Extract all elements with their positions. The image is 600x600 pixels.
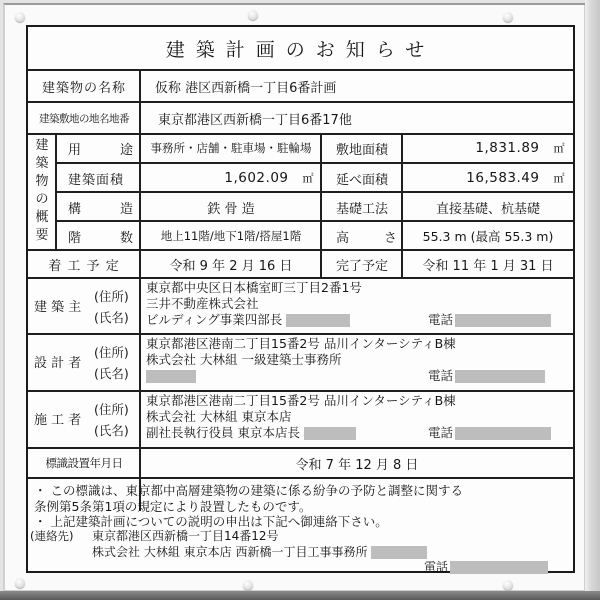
board-frame-bottom xyxy=(0,591,600,600)
screw-icon xyxy=(503,12,513,22)
owner-role-label: 建 築 主 xyxy=(34,300,82,315)
total-floor-area-value: 16,583.49 ㎡ xyxy=(466,170,565,186)
building-name-value: 仮称 港区西新橋一丁目6番計画 xyxy=(155,80,337,96)
sign-date-label: 標識設置年月日 xyxy=(45,456,123,470)
completion-date-label: 完了予定 xyxy=(335,259,388,274)
notice-title: 建築計画のお知らせ xyxy=(165,39,436,61)
foundation-value: 直接基礎、杭基礎 xyxy=(435,201,540,217)
site-area-value: 1,831.89 ㎡ xyxy=(475,140,565,156)
site-area-label: 敷地面積 xyxy=(336,142,389,158)
owner-company: 三井不動産株式会社 xyxy=(146,296,259,311)
total-floor-area-label: 延べ面積 xyxy=(336,172,389,188)
height-label: 高 さ xyxy=(336,230,397,246)
site-address-value: 東京都港区西新橋一丁目6番17他 xyxy=(158,112,352,128)
owner-title: ビルディング事業四部長 xyxy=(146,312,362,328)
designer-phone: 電話 xyxy=(428,368,545,384)
screw-icon xyxy=(248,10,258,20)
note-line: ・ 上記建築計画についての説明の申出は下記へ御連絡下さい。 xyxy=(34,514,388,529)
height-value: 55.3 m (最高 55.3 m) xyxy=(422,229,554,244)
completion-date-value: 令和 11 年 1 月 31 日 xyxy=(422,259,554,274)
redacted-phone xyxy=(450,561,548,574)
contact-phone: 電話 xyxy=(424,559,548,575)
contractor-role-label: 施 工 者 xyxy=(34,413,82,428)
redacted-name xyxy=(371,546,427,559)
structure-label: 構 造 xyxy=(68,201,133,217)
redacted-name xyxy=(146,370,196,383)
floors-value: 地上11階/地下1階/搭屋1階 xyxy=(160,229,302,243)
site-address-label: 建築敷地の地名地番 xyxy=(39,112,129,125)
note-line: ・ この標識は、東京都中高層建築物の建築に係る紛争の予防と調整に関する xyxy=(34,483,463,498)
use-label: 用 途 xyxy=(68,142,133,158)
structure-value: 鉄 骨 造 xyxy=(207,201,255,217)
start-date-value: 令和 9 年 2 月 16 日 xyxy=(169,259,293,274)
screw-icon xyxy=(503,580,513,590)
redacted-name xyxy=(304,427,356,440)
contractor-address: 東京都港区港南二丁目15番2号 品川インターシティB棟 xyxy=(146,393,456,408)
designer-company: 株式会社 大林組 一級建築士事務所 xyxy=(146,352,342,367)
use-value: 事務所・店舗・駐車場・駐輪場 xyxy=(150,141,312,155)
redacted-name xyxy=(286,314,350,327)
contact-name: 株式会社 大林組 東京本店 西新橋一丁目工事事務所 xyxy=(92,544,427,560)
contact-label: (連絡先) xyxy=(30,529,74,543)
notes-section xyxy=(28,479,573,574)
contractor-company: 株式会社 大林組 東京本店 xyxy=(146,409,292,424)
contractor-phone: 電話 xyxy=(428,425,551,441)
divider xyxy=(28,390,573,392)
note-line: 条例第5条第1項の規定により設置したものです。 xyxy=(34,498,312,514)
redacted-phone xyxy=(455,314,551,327)
redacted-phone xyxy=(455,370,545,383)
building-area-label: 建築面積 xyxy=(68,172,125,188)
owner-address: 東京都中央区日本橋室町三丁目2番1号 xyxy=(146,280,362,295)
floors-label: 階 数 xyxy=(68,230,133,246)
building-name-label: 建築物の名称 xyxy=(41,80,126,96)
contact-address: 東京都港区西新橋一丁目14番12号 xyxy=(92,529,279,543)
start-date-label: 着 工 予 定 xyxy=(48,259,120,274)
divider xyxy=(28,333,573,335)
board-frame-right xyxy=(585,0,600,600)
building-area-value: 1,602.09 ㎡ xyxy=(224,170,314,186)
screw-icon xyxy=(243,580,253,590)
screw-icon xyxy=(15,12,25,22)
sign-date-value: 令和 7 年 12 月 8 日 xyxy=(295,457,419,473)
redacted-phone xyxy=(455,427,551,440)
owner-phone: 電話 xyxy=(428,312,551,328)
designer-address: 東京都港区港南二丁目15番2号 品川インターシティB棟 xyxy=(146,336,456,351)
notice-table: 建築計画のお知らせ 建築物の名称 仮称 港区西新橋一丁目6番計画 建築敷地の地名地番 東京都港区西新橋一丁目6番17他 建 築 物 の 概 要 用 途 事務所・店舗・駐車場・駐輪場 敷地面積 1,831.89 ㎡ 建築面積 1,602.09 ㎡ 延べ面積 16,583.49 ㎡ 構 造 鉄 骨 造 基礎工法 直接基礎、杭基礎 階 数 地上11階/地下1階/搭屋1階 高 さ 55.3 m (最高 55.3 m) 着 工 予 定 令和 9 年 2 月 16 日 完了予定 令和 11 年 1 月 31 日 建 築 主 (住所) (氏名) 東京都中央区日本橋室町三丁目2番1号 三井不動産株式会社 ビルディング事業四部長 電話 設 計 者 (住所) (氏名) 東京都港区港南二丁目15番2号 品川インターシティB棟 株式会社 大林組 一級建築士事務所 電話 施 工 者 (住所) (氏名) 東京都港区港南二丁目15番2号 品川インターシティB棟 株式会社 大林組 東京本店 副社長執行役員 東京本店長 電話 標識設置年月日 令和 7 年 12 月 8 日 ・ この標識は、東京都中高層建築物の建築に係る紛争の予防と調整に関する 条例第5条第1項の規定により設置したものです。 ・ 上記建築計画についての説明の申出は下記へ御連絡下さい。 (連絡先) 東京都港区西新橋一丁目14番12号 株式会社 大林組 東京本店 西新橋一丁目工事事務所 電話 xyxy=(26,25,575,573)
designer-role-label: 設 計 者 xyxy=(34,356,82,371)
divider xyxy=(28,277,573,279)
contractor-title: 副社長執行役員 東京本店長 xyxy=(146,425,456,441)
screw-icon xyxy=(15,578,25,588)
foundation-label: 基礎工法 xyxy=(336,201,389,217)
